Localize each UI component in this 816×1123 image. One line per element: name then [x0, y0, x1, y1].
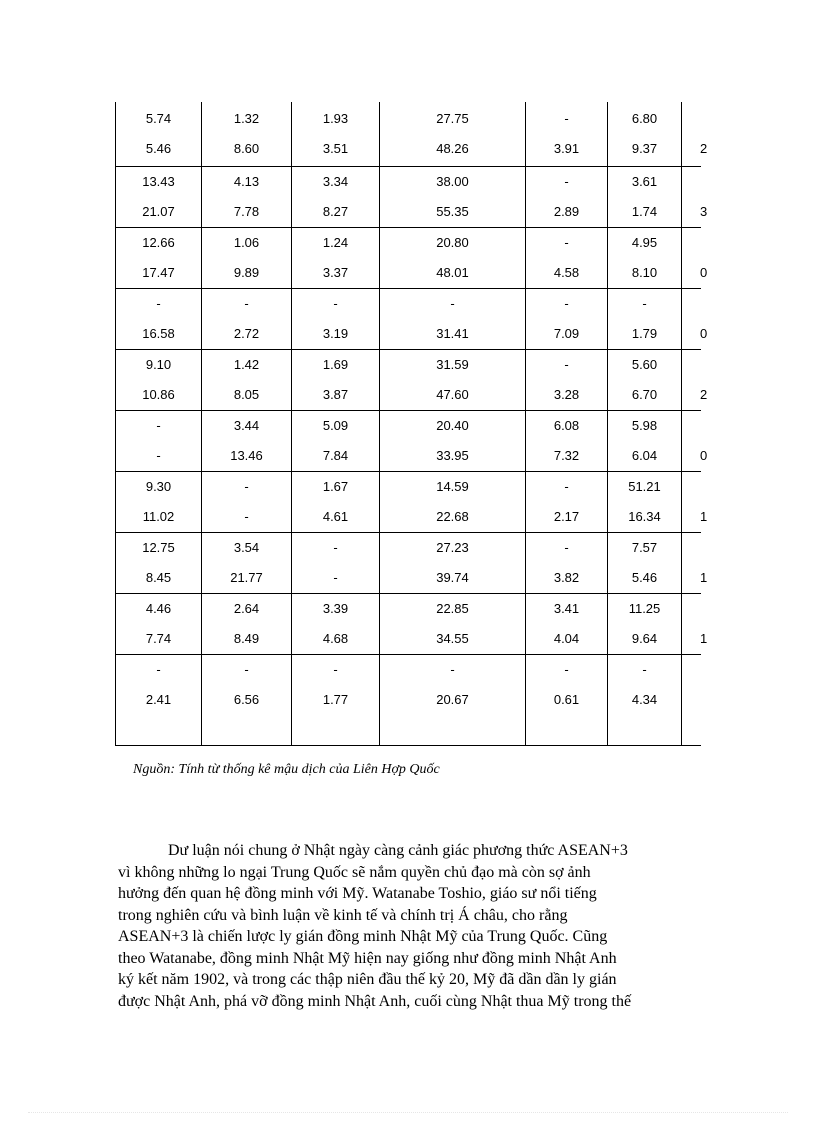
- table-cell: [202, 410, 292, 471]
- table-cell: [380, 349, 526, 410]
- paragraph-line: vì không những lo ngại Trung Quốc sẽ nắm quyền chủ đạo mà còn sợ ảnh: [118, 863, 591, 881]
- table-cell: [116, 102, 202, 166]
- cell-value: 2.89: [553, 203, 580, 219]
- table-cell: [608, 532, 682, 593]
- paragraph-line: ASEAN+3 là chiến lược ly gián đồng minh Nhật Mỹ của Trung Quốc. Cũng: [118, 928, 608, 945]
- table-cell: [608, 227, 682, 288]
- cell-value: -: [333, 295, 338, 311]
- cell-value: 3.51: [322, 141, 349, 156]
- page-bottom-divider: [28, 1112, 788, 1113]
- cell-value: [700, 594, 701, 624]
- cell-value: 4.13: [233, 173, 260, 189]
- cell-value: [700, 289, 701, 319]
- paragraph-line: trong nghiên cứu và bình luận về kinh tế và chính trị Á châu, cho rằng: [118, 906, 568, 924]
- cell-value: -: [450, 295, 455, 311]
- cell-value: -: [244, 661, 249, 677]
- cell-value: 6.80: [631, 111, 658, 126]
- paragraph-line: Dư luận nói chung ở Nhật ngày càng cảnh giác phương thức ASEAN+3: [168, 842, 628, 859]
- table-cell: [608, 102, 682, 166]
- table-row-group: [116, 532, 701, 593]
- cell-value: 3.39: [322, 600, 349, 616]
- cell-value: -: [156, 661, 161, 677]
- cell-value: 7.78: [233, 203, 260, 219]
- cell-value: 16.34: [628, 508, 661, 524]
- cell-value: 3.37: [322, 264, 349, 280]
- cell-value: -: [156, 295, 161, 311]
- cell-value: -: [333, 569, 338, 585]
- table-cell: [202, 349, 292, 410]
- cell-value: -: [564, 661, 569, 677]
- table-row-group: [116, 349, 701, 410]
- cell-value: 20.80: [436, 234, 469, 250]
- cell-value: 13.43: [142, 173, 175, 189]
- table-cell: [682, 471, 708, 532]
- cell-value: 31.59: [436, 356, 469, 372]
- cell-value: 14.59: [436, 478, 469, 494]
- cell-value: 9.30: [145, 478, 172, 494]
- paragraph-line: được Nhật Anh, phá vỡ đồng minh Nhật Anh, cuối cùng Nhật thua Mỹ trong thế: [118, 992, 632, 1010]
- cell-value: 0: [700, 264, 708, 280]
- table-cell: [380, 166, 526, 227]
- cell-value: 2.64: [233, 600, 260, 616]
- table-row-group: [116, 166, 701, 227]
- cell-value: [700, 533, 701, 563]
- cell-value: 1.93: [322, 111, 349, 126]
- table-row-group: [116, 410, 701, 471]
- cell-value: -: [244, 295, 249, 311]
- table-cell: [682, 593, 708, 654]
- cell-value: 38.00: [436, 173, 469, 189]
- table-cell: [292, 166, 380, 227]
- paragraph-line: ký kết năm 1902, và trong các thập niên đầu thế kỷ 20, Mỹ đã dần dần ly gián: [118, 971, 617, 988]
- table-cell: [202, 102, 292, 166]
- cell-value: 3.28: [553, 386, 580, 402]
- table-cell: [526, 349, 608, 410]
- cell-value: -: [564, 539, 569, 555]
- table-cell: [202, 288, 292, 349]
- table-cell: [608, 471, 682, 532]
- cell-value: 5.74: [145, 111, 172, 126]
- cell-value: [700, 228, 701, 258]
- cell-value: 1.06: [233, 234, 260, 250]
- table-row-group: [116, 593, 701, 654]
- body-paragraph: [118, 840, 708, 1012]
- cell-value: -: [244, 508, 249, 524]
- cell-value: 7.09: [553, 325, 580, 341]
- cell-value: 3.91: [553, 141, 580, 156]
- cell-value: 48.26: [436, 141, 469, 156]
- table-cell: [380, 227, 526, 288]
- cell-value: [700, 411, 701, 441]
- table-cell: [682, 654, 701, 745]
- cell-value: -: [564, 356, 569, 372]
- cell-value: 51.21: [628, 478, 661, 494]
- cell-value: 4.34: [631, 691, 658, 707]
- cell-value: -: [564, 173, 569, 189]
- table-cell: [526, 410, 608, 471]
- table-cell: [380, 654, 526, 745]
- cell-value: 6.04: [631, 447, 658, 463]
- table-cell: [116, 288, 202, 349]
- table-cell: [608, 654, 682, 745]
- paragraph-line: hưởng đến quan hệ đồng minh với Mỹ. Watanabe Toshio, giáo sư nổi tiếng: [118, 885, 597, 902]
- cell-value: 3.54: [233, 539, 260, 555]
- cell-value: -: [333, 539, 338, 555]
- table-cell: [292, 654, 380, 745]
- table-cell: [380, 410, 526, 471]
- cell-value: -: [156, 447, 161, 463]
- cell-value: 12.66: [142, 234, 175, 250]
- cell-value: 1: [700, 508, 708, 524]
- cell-value: 1.42: [233, 356, 260, 372]
- cell-value: 9.10: [145, 356, 172, 372]
- cell-value: 1.74: [631, 203, 658, 219]
- table-cell: [608, 288, 682, 349]
- cell-value: 21.07: [142, 203, 175, 219]
- table-cell: [202, 166, 292, 227]
- cell-value: -: [333, 661, 338, 677]
- cell-value: 31.41: [436, 325, 469, 341]
- cell-value: 20.40: [436, 417, 469, 433]
- cell-value: 2.17: [553, 508, 580, 524]
- cell-value: 0.61: [553, 691, 580, 707]
- table-cell: [292, 288, 380, 349]
- table-cell: [380, 288, 526, 349]
- cell-value: 27.23: [436, 539, 469, 555]
- cell-value: [700, 104, 701, 134]
- cell-value: 4.04: [553, 630, 580, 646]
- table-cell: [526, 471, 608, 532]
- cell-value: 8.49: [233, 630, 260, 646]
- cell-value: 4.68: [322, 630, 349, 646]
- cell-value: 2: [700, 386, 708, 402]
- paragraph-line: theo Watanabe, đồng minh Nhật Mỹ hiện nay giống như đồng minh Nhật Anh: [118, 949, 617, 967]
- table-cell: [608, 593, 682, 654]
- table-cell: [292, 410, 380, 471]
- table-cell: [292, 471, 380, 532]
- cell-value: 7.84: [322, 447, 349, 463]
- cell-value: 11.25: [628, 600, 661, 616]
- cell-value: 7.57: [631, 539, 658, 555]
- cell-value: 5.60: [631, 356, 658, 372]
- cell-value: 3.19: [322, 325, 349, 341]
- table-cell: [116, 471, 202, 532]
- cell-value: 5.98: [631, 417, 658, 433]
- table-cell: [116, 227, 202, 288]
- table-cell: [682, 410, 708, 471]
- table-cell: [116, 532, 202, 593]
- table-cell: [380, 471, 526, 532]
- table-cell: [608, 349, 682, 410]
- table-cell: [682, 227, 708, 288]
- table-cell: [682, 532, 708, 593]
- cell-value: 22.85: [436, 600, 469, 616]
- cell-value: 7.32: [553, 447, 580, 463]
- cell-value: 8.27: [322, 203, 349, 219]
- table-cell: [202, 227, 292, 288]
- cell-value: -: [564, 295, 569, 311]
- cell-value: -: [156, 417, 161, 433]
- cell-value: 47.60: [436, 386, 469, 402]
- cell-value: 1: [700, 630, 708, 646]
- table-cell: [292, 349, 380, 410]
- table-cell: [682, 166, 708, 227]
- cell-value: 11.02: [142, 508, 175, 524]
- cell-value: 1.79: [631, 325, 658, 341]
- table-cell: [116, 166, 202, 227]
- cell-value: 2.41: [145, 691, 172, 707]
- cell-value: 33.95: [436, 447, 469, 463]
- table-row-group: [116, 227, 701, 288]
- cell-value: 3.82: [553, 569, 580, 585]
- cell-value: -: [642, 295, 647, 311]
- table-cell: [526, 593, 608, 654]
- table-cell: [682, 102, 708, 166]
- table-cell: [292, 227, 380, 288]
- table-row-group: [116, 654, 701, 745]
- cell-value: 4.58: [553, 264, 580, 280]
- cell-value: 13.46: [230, 447, 263, 463]
- cell-value: [700, 472, 701, 502]
- table-cell: [202, 532, 292, 593]
- table-cell: [608, 166, 682, 227]
- cell-value: 21.77: [230, 569, 263, 585]
- cell-value: 27.75: [436, 111, 469, 126]
- cell-value: 7.74: [145, 630, 172, 646]
- cell-value: 2: [700, 141, 708, 156]
- cell-value: 3.34: [322, 173, 349, 189]
- cell-value: 12.75: [142, 539, 175, 555]
- cell-value: 9.37: [631, 141, 658, 156]
- table-source-note: Nguồn: Tính từ thống kê mậu dịch của Liên Hợp Quốc: [133, 762, 440, 777]
- cell-value: -: [642, 661, 647, 677]
- cell-value: 1: [700, 569, 708, 585]
- table-cell: [116, 410, 202, 471]
- cell-value: 6.70: [631, 386, 658, 402]
- cell-value: 0: [700, 325, 708, 341]
- table-cell: [380, 532, 526, 593]
- table-cell: [116, 654, 202, 745]
- cell-value: 1.24: [322, 234, 349, 250]
- table-cell: [116, 593, 202, 654]
- cell-value: 10.86: [142, 386, 175, 402]
- cell-value: 1.67: [322, 478, 349, 494]
- table-cell: [202, 593, 292, 654]
- cell-value: [700, 350, 701, 380]
- table-cell: [526, 654, 608, 745]
- cell-value: 3.87: [322, 386, 349, 402]
- table-cell: [380, 593, 526, 654]
- cell-value: -: [244, 478, 249, 494]
- cell-value: 48.01: [436, 264, 469, 280]
- cell-value: -: [564, 234, 569, 250]
- table-row-group: [116, 288, 701, 349]
- cell-value: -: [564, 111, 569, 126]
- cell-value: 16.58: [142, 325, 175, 341]
- cell-value: 9.64: [631, 630, 658, 646]
- trade-statistics-table: [115, 102, 708, 746]
- cell-value: 2.72: [233, 325, 260, 341]
- table-cell: [526, 227, 608, 288]
- cell-value: [700, 655, 701, 685]
- cell-value: [700, 685, 701, 715]
- cell-value: [700, 167, 701, 197]
- table-cell: [526, 532, 608, 593]
- cell-value: 6.56: [233, 691, 260, 707]
- cell-value: 20.67: [436, 691, 469, 707]
- table-cell: [202, 471, 292, 532]
- cell-value: -: [450, 661, 455, 677]
- cell-value: 8.05: [233, 386, 260, 402]
- cell-value: 39.74: [436, 569, 469, 585]
- cell-value: 4.61: [322, 508, 349, 524]
- cell-value: -: [564, 478, 569, 494]
- table-cell: [608, 410, 682, 471]
- cell-value: 3.41: [553, 600, 580, 616]
- cell-value: 8.60: [233, 141, 260, 156]
- table-cell: [682, 349, 708, 410]
- table-cell: [202, 654, 292, 745]
- cell-value: 4.95: [631, 234, 658, 250]
- cell-value: 8.10: [631, 264, 658, 280]
- cell-value: 5.09: [322, 417, 349, 433]
- table-cell: [526, 288, 608, 349]
- table-cell: [526, 166, 608, 227]
- table-cell: [526, 102, 608, 166]
- cell-value: 4.46: [145, 600, 172, 616]
- cell-value: 3.61: [631, 173, 658, 189]
- table-cell: [292, 593, 380, 654]
- cell-value: 8.45: [145, 569, 172, 585]
- cell-value: 3.44: [233, 417, 260, 433]
- cell-value: 1.69: [322, 356, 349, 372]
- cell-value: 1.77: [322, 691, 349, 707]
- table-cell: [292, 102, 380, 166]
- cell-value: 34.55: [436, 630, 469, 646]
- table-row-group: [116, 102, 701, 166]
- table-cell: [682, 288, 708, 349]
- table-cell: [380, 102, 526, 166]
- table-cell: [116, 349, 202, 410]
- cell-value: 17.47: [142, 264, 175, 280]
- cell-value: 0: [700, 447, 708, 463]
- table-cell: [292, 532, 380, 593]
- cell-value: 3: [700, 203, 708, 219]
- cell-value: 6.08: [553, 417, 580, 433]
- cell-value: 5.46: [631, 569, 658, 585]
- cell-value: 9.89: [233, 264, 260, 280]
- cell-value: 1.32: [233, 111, 260, 126]
- table-row-group: [116, 471, 701, 532]
- cell-value: 22.68: [436, 508, 469, 524]
- cell-value: 5.46: [145, 141, 172, 156]
- cell-value: 55.35: [436, 203, 469, 219]
